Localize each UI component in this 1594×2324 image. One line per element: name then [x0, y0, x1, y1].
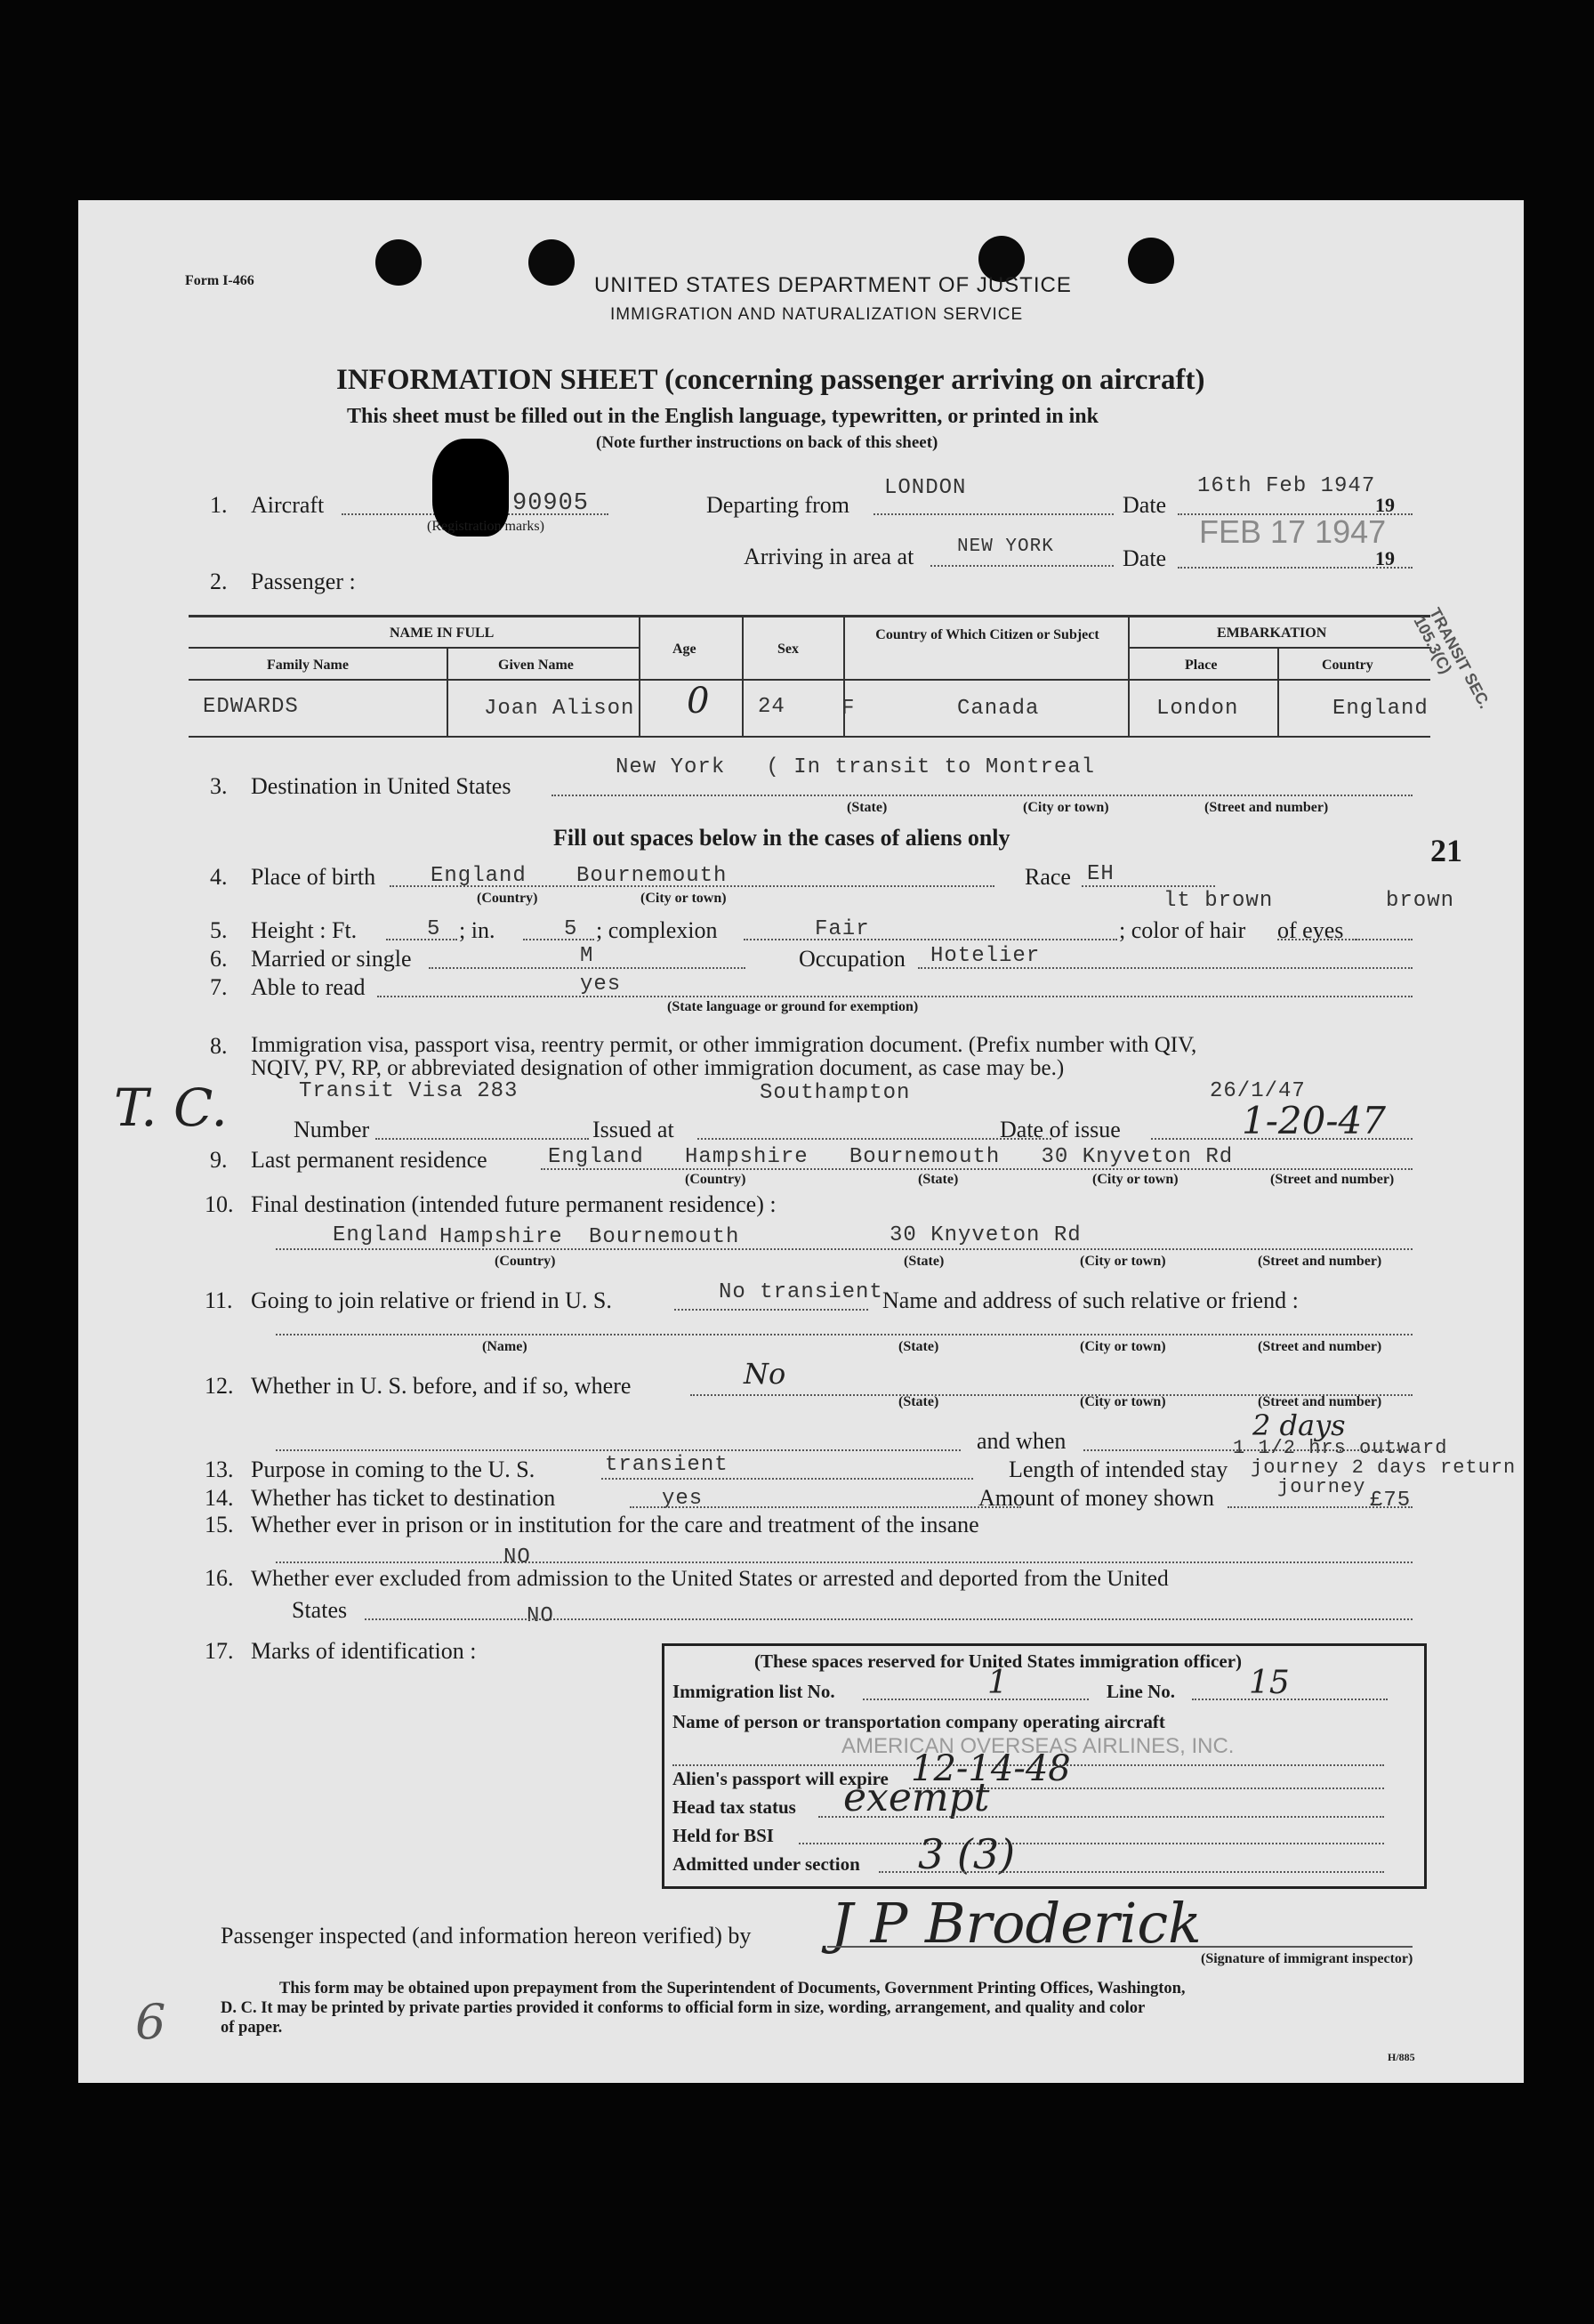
excluded-value: NO	[527, 1604, 554, 1628]
birth-city: Bournemouth	[576, 864, 728, 888]
complexion-value: Fair	[815, 917, 870, 941]
final-destination-line	[276, 1248, 1413, 1250]
ticket-line	[630, 1506, 1021, 1508]
q3-number: 3.	[210, 773, 228, 799]
relative-cap-state: (State)	[898, 1339, 939, 1354]
table-border	[189, 647, 639, 649]
aircraft-caption: (Registration marks)	[427, 519, 544, 534]
form-subtitle: This sheet must be filled out in the English language, typewritten, or printed in ink	[347, 405, 1099, 428]
marital-label: Married or single	[251, 946, 412, 972]
q1-number: 1.	[210, 492, 228, 518]
last-residence-cap-street: (Street and number)	[1270, 1172, 1395, 1187]
occupation-label: Occupation	[799, 946, 906, 972]
q4-number: 4.	[210, 864, 228, 890]
excluded-label-2: States	[292, 1597, 348, 1623]
inspector-signature: J P Broderick	[831, 1891, 1202, 1956]
birthplace-label: Place of birth	[251, 864, 376, 890]
hair-label: ; color of hair	[1119, 917, 1246, 943]
visa-text-1: Immigration visa, passport visa, reentry permit, or other immigration document. (Prefix number with QIV,	[251, 1033, 1197, 1057]
form-sheet	[78, 200, 1524, 2083]
destination-value: New York ( In transit to Montreal	[616, 755, 1096, 779]
visa-date-value: 26/1/47	[1210, 1079, 1306, 1103]
birth-country: England	[431, 864, 527, 888]
visa-issued-value: Southampton	[760, 1081, 911, 1105]
join-relative-label: Going to join relative or friend in U. S.	[251, 1287, 612, 1313]
visa-issued-line	[697, 1138, 1051, 1140]
arriving-line	[930, 565, 1114, 567]
previous-where-line	[276, 1449, 961, 1451]
service-heading: IMMIGRATION AND NATURALIZATION SERVICE	[610, 305, 1024, 324]
purpose-label: Purpose in coming to the U. S.	[251, 1457, 535, 1482]
read-caption: (State language or ground for exemption)	[667, 999, 919, 1014]
marital-value: M	[580, 944, 594, 968]
given-name-cell: Joan Alison	[484, 697, 635, 721]
final-cap-city: (City or town)	[1080, 1254, 1166, 1269]
ticket-label: Whether has ticket to destination	[251, 1485, 556, 1511]
visa-issued-label: Issued at	[592, 1117, 674, 1142]
purpose-value: transient	[605, 1453, 729, 1477]
department-heading: UNITED STATES DEPARTMENT OF JUSTICE	[594, 273, 1072, 297]
q9-number: 9.	[210, 1147, 228, 1173]
relative-cap-city: (City or town)	[1080, 1339, 1166, 1354]
stay-length-value-3: journey	[1277, 1476, 1366, 1498]
table-border	[1277, 647, 1279, 736]
visa-text-2: NQIV, PV, RP, or abbreviated designation of other immigration document, as case may be.)	[251, 1056, 1065, 1080]
previous-visit-value: No	[744, 1357, 786, 1391]
stay-length-label: Length of intended stay	[1009, 1457, 1228, 1482]
q15-number: 15.	[205, 1512, 234, 1537]
read-line	[377, 996, 1413, 997]
final-city: Bournemouth	[589, 1225, 740, 1249]
margin-number: 21	[1430, 833, 1462, 868]
departing-label: Departing from	[706, 492, 850, 518]
height-ft-value: 5	[427, 917, 441, 941]
signature-caption: (Signature of immigrant inspector)	[1201, 1951, 1413, 1966]
race-line	[1082, 885, 1215, 887]
age-cell: 24	[758, 695, 785, 719]
list-no-line	[863, 1699, 1089, 1700]
relative-address-label: Name and address of such relative or friend :	[882, 1287, 1299, 1313]
place-cell: London	[1156, 697, 1239, 721]
occupation-value: Hotelier	[930, 944, 1041, 968]
family-name-cell: EDWARDS	[203, 695, 299, 719]
family-name-header: Family Name	[267, 658, 349, 673]
arrival-date-line	[1178, 567, 1413, 569]
prison-line	[276, 1561, 1413, 1563]
final-state: Hampshire	[439, 1225, 563, 1249]
last-residence-cap-country: (Country)	[685, 1172, 746, 1187]
list-no-value: 1	[987, 1665, 1008, 1701]
when-label: and when	[977, 1428, 1067, 1454]
country-cell: England	[1332, 697, 1429, 721]
q16-number: 16.	[205, 1565, 234, 1591]
transit-side-stamp: TRANSIT SEC. 105.3(C)	[1410, 604, 1494, 712]
visa-doc-value: Transit Visa 283	[299, 1079, 519, 1103]
given-mark-glyph: 0	[687, 681, 710, 722]
headtax-label: Head tax status	[672, 1796, 796, 1818]
last-residence-cap-state: (State)	[918, 1172, 959, 1187]
inspected-label: Passenger inspected (and information hereon verified) by	[221, 1923, 752, 1949]
table-border	[1128, 647, 1430, 649]
eyes-label: of eyes	[1277, 917, 1344, 943]
admitted-label: Admitted under section	[672, 1853, 860, 1875]
place-header: Place	[1185, 658, 1218, 673]
footer-code: H/885	[1388, 2051, 1415, 2063]
footer-line-1: This form may be obtained upon prepayment from the Superintendent of Documents, Government Printing Offices, Washington,	[279, 1980, 1186, 1997]
race-label: Race	[1025, 864, 1071, 890]
relative-cap-street: (Street and number)	[1258, 1339, 1382, 1354]
aliens-heading: Fill out spaces below in the cases of aliens only	[553, 825, 1010, 851]
q10-number: 10.	[205, 1191, 234, 1217]
final-cap-state: (State)	[904, 1254, 945, 1269]
race-value: EH	[1087, 862, 1115, 886]
table-border	[742, 615, 744, 736]
q13-number: 13.	[205, 1457, 234, 1482]
last-residence-label: Last permanent residence	[251, 1147, 487, 1173]
line-no-value: 15	[1249, 1665, 1290, 1701]
destination-cap-city: (City or town)	[1023, 800, 1109, 815]
complexion-label: ; complexion	[596, 917, 718, 943]
table-border	[189, 679, 1430, 681]
q17-number: 17.	[205, 1638, 234, 1664]
final-destination-label: Final destination (intended future permanent residence) :	[251, 1191, 777, 1217]
company-label: Name of person or transportation company operating aircraft	[672, 1711, 1165, 1732]
departing-value: LONDON	[884, 476, 967, 500]
stay-length-value-2: journey 2 days return	[1251, 1457, 1517, 1479]
embarkation-header: EMBARKATION	[1217, 625, 1327, 641]
q2-number: 2.	[210, 569, 228, 594]
sex-cell: F	[841, 697, 856, 721]
eyes-value: brown	[1386, 889, 1455, 913]
departing-line	[873, 513, 1114, 515]
company-stamp: AMERICAN OVERSEAS AIRLINES, INC.	[841, 1734, 1235, 1758]
punch-hole	[528, 239, 575, 286]
admitted-value: 3 (3)	[918, 1830, 1016, 1878]
bsi-label: Held for BSI	[672, 1825, 774, 1846]
form-number: Form I-466	[185, 273, 254, 288]
aircraft-label: Aircraft	[251, 492, 325, 518]
marital-line	[429, 967, 745, 969]
visa-handwritten-date: 1-20-47	[1242, 1099, 1386, 1142]
admitted-line	[879, 1871, 1384, 1873]
relative-cap-name: (Name)	[482, 1339, 527, 1354]
q11-number: 11.	[205, 1287, 233, 1313]
last-residence-cap-city: (City or town)	[1092, 1172, 1179, 1187]
headtax-value: exempt	[843, 1775, 990, 1820]
headtax-line	[818, 1816, 1384, 1818]
relative-address-line	[276, 1334, 1413, 1335]
margin-tc-mark: T. C.	[114, 1077, 228, 1138]
list-no-label: Immigration list No.	[672, 1681, 835, 1702]
destination-cap-state: (State)	[847, 800, 888, 815]
stay-length-value-1: 1 1/2 hrs outward	[1233, 1437, 1448, 1459]
age-header: Age	[672, 642, 696, 657]
last-residence-line	[541, 1168, 1413, 1170]
join-relative-value: No transient	[719, 1280, 883, 1304]
money-value: £75	[1370, 1489, 1412, 1513]
q14-number: 14.	[205, 1485, 234, 1511]
q5-number: 5.	[210, 917, 228, 943]
table-border	[1128, 615, 1130, 736]
officer-box-heading: (These spaces reserved for United States immigration officer)	[754, 1650, 1243, 1672]
complexion-line	[744, 939, 1117, 940]
birth-cap-city: (City or town)	[640, 891, 727, 906]
destination-cap-street: (Street and number)	[1204, 800, 1329, 815]
visa-date-label: Date of issue	[1000, 1117, 1121, 1142]
birth-cap-country: (Country)	[477, 891, 538, 906]
hair-value: lt brown	[1163, 889, 1274, 913]
punch-hole	[1128, 238, 1174, 284]
passenger-label: Passenger :	[251, 569, 356, 594]
q6-number: 6.	[210, 946, 228, 972]
final-country: England	[333, 1223, 429, 1247]
line-no-line	[1192, 1699, 1388, 1700]
footer-line-2: D. C. It may be printed by private parties provided it conforms to official form in size, wording, arrangement, and quality and color	[221, 1999, 1146, 2017]
page-mark: 6	[135, 1994, 166, 2050]
prison-label: Whether ever in prison or in institution for the care and treatment of the insane	[251, 1512, 979, 1537]
previous-cap-street: (Street and number)	[1258, 1394, 1382, 1409]
citizen-header: Country of Which Citizen or Subject	[875, 627, 1099, 642]
signature-line	[827, 1946, 1413, 1948]
country-header: Country	[1322, 658, 1373, 673]
money-line	[1228, 1506, 1413, 1508]
q12-number: 12.	[205, 1373, 234, 1399]
date-value: 16th Feb 1947	[1197, 474, 1376, 498]
money-label: Amount of money shown	[978, 1485, 1215, 1511]
height-in-line	[523, 939, 594, 940]
height-in-value: 5	[564, 917, 578, 941]
q8-number: 8.	[210, 1033, 228, 1059]
eyes-line	[1352, 939, 1413, 940]
join-relative-line	[674, 1309, 868, 1311]
prison-value: NO	[503, 1545, 531, 1570]
previous-visit-label: Whether in U. S. before, and if so, where	[251, 1373, 632, 1399]
date-label: Date	[1123, 492, 1167, 518]
height-ft-label: Height : Ft.	[251, 917, 358, 943]
previous-cap-city: (City or town)	[1080, 1394, 1166, 1409]
punch-hole	[375, 239, 422, 286]
aircraft-value: 90905	[512, 490, 590, 517]
height-in-label: ; in.	[459, 917, 495, 943]
table-border	[189, 736, 1430, 738]
form-title: INFORMATION SHEET (concerning passenger arriving on aircraft)	[336, 364, 1205, 396]
previous-cap-state: (State)	[898, 1394, 939, 1409]
passport-expire-label: Alien's passport will expire	[672, 1768, 889, 1789]
q7-number: 7.	[210, 974, 228, 1000]
table-border	[639, 615, 640, 736]
arrival-year: 19	[1375, 547, 1395, 569]
bsi-line	[799, 1843, 1384, 1844]
visa-number-label: Number	[294, 1117, 370, 1142]
footer-line-3: of paper.	[221, 2019, 283, 2037]
height-ft-line	[386, 939, 457, 940]
form-note: (Note further instructions on back of this sheet)	[596, 433, 938, 452]
excluded-line	[365, 1618, 1413, 1620]
ticket-value: yes	[662, 1487, 704, 1511]
table-border	[447, 647, 448, 736]
visa-date-line	[1151, 1138, 1413, 1140]
final-cap-country: (Country)	[495, 1254, 556, 1269]
arriving-value: NEW YORK	[957, 537, 1054, 557]
table-border	[189, 615, 1430, 617]
read-value: yes	[580, 972, 622, 997]
marks-label: Marks of identification :	[251, 1638, 477, 1664]
name-in-full-header: NAME IN FULL	[390, 625, 495, 641]
last-residence-value: England Hampshire Bournemouth 30 Knyveton Rd	[548, 1145, 1234, 1169]
read-label: Able to read	[251, 974, 366, 1000]
arrival-date-stamp: FEB 17 1947	[1199, 513, 1387, 550]
purpose-line	[601, 1478, 973, 1480]
destination-line	[551, 795, 1413, 796]
visa-number-line	[375, 1138, 589, 1140]
excluded-label-1: Whether ever excluded from admission to the United States or arrested and deported from the United	[251, 1565, 1169, 1591]
line-no-label: Line No.	[1107, 1681, 1176, 1702]
occupation-line	[918, 967, 1413, 969]
stay-hand-note: 2 days	[1252, 1408, 1346, 1442]
final-street: 30 Knyveton Rd	[890, 1223, 1082, 1247]
passport-expire-value: 12-14-48	[911, 1748, 1071, 1789]
given-name-header: Given Name	[498, 658, 574, 673]
citizen-cell: Canada	[957, 697, 1040, 721]
final-cap-street: (Street and number)	[1258, 1254, 1382, 1269]
arriving-label: Arriving in area at	[744, 544, 914, 569]
sex-header: Sex	[777, 642, 799, 657]
date-year: 19	[1375, 494, 1395, 516]
arrival-date-label: Date	[1123, 545, 1167, 571]
destination-label: Destination in United States	[251, 773, 511, 799]
